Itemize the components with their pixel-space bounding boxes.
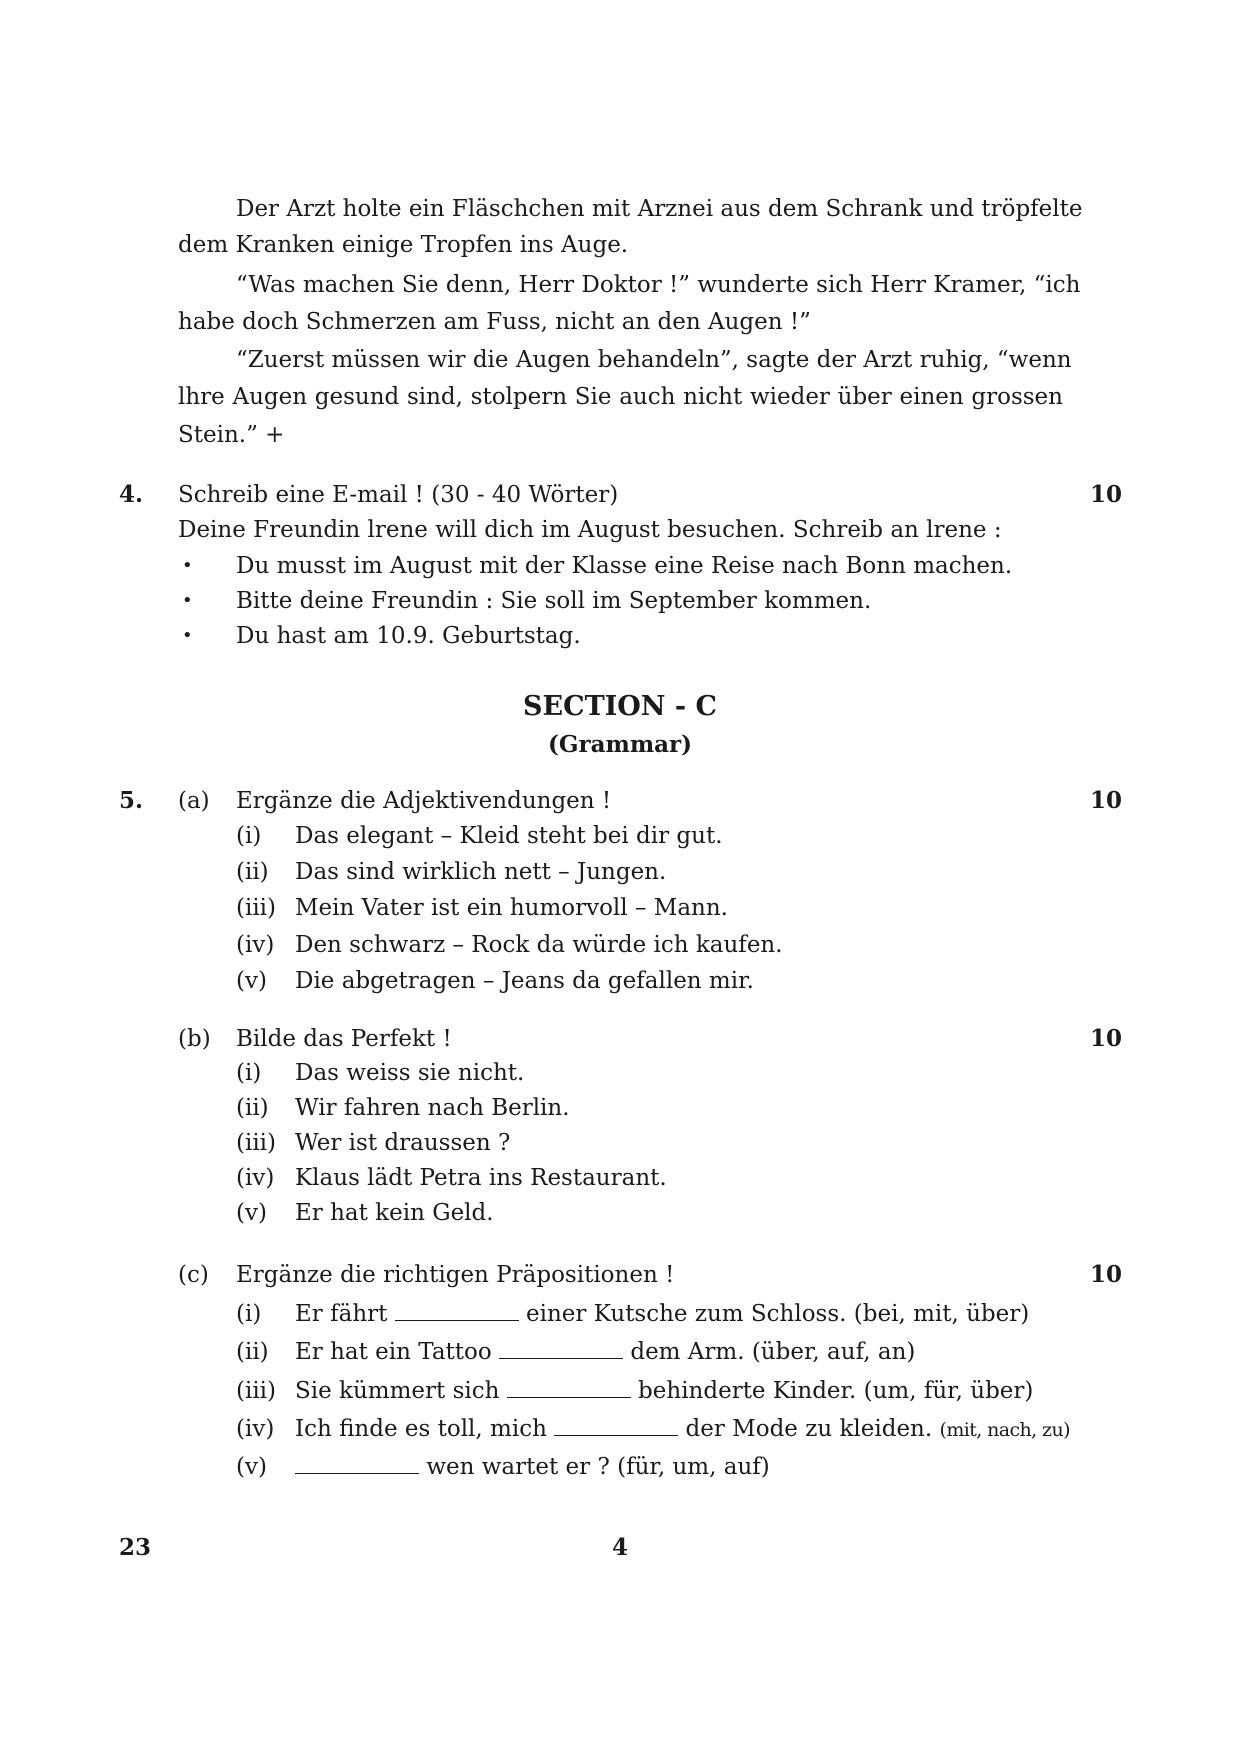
item-text: Klaus lädt Petra ins Restaurant. xyxy=(295,1165,667,1191)
subquestion-label: (b) xyxy=(178,1026,211,1052)
bullet-icon: • xyxy=(182,625,193,646)
item-number: (ii) xyxy=(236,1095,269,1121)
item-text: Er hat kein Geld. xyxy=(295,1200,494,1226)
marks: 10 xyxy=(1090,481,1123,508)
fill-in-item xyxy=(295,1337,915,1367)
subquestion-title: Bilde das Perfekt ! xyxy=(236,1026,452,1052)
item-text: Mein Vater ist ein humorvoll – Mann. xyxy=(295,895,728,921)
fill-in-item xyxy=(295,1299,1029,1329)
item-text-after: einer Kutsche zum Schloss. (bei, mit, über) xyxy=(526,1301,1030,1327)
item-text: Wir fahren nach Berlin. xyxy=(295,1095,570,1121)
item-number: (i) xyxy=(236,823,262,849)
answer-blank[interactable] xyxy=(507,1377,631,1398)
story-line: “Zuerst müssen wir die Augen behandeln”, sagte der Arzt ruhig, “wenn xyxy=(236,347,1072,373)
item-number: (v) xyxy=(236,1454,267,1480)
subquestion-title: Ergänze die Adjektivendungen ! xyxy=(236,788,612,814)
bullet-item: Du musst im August mit der Klasse eine Reise nach Bonn machen. xyxy=(236,553,1013,579)
item-text-after: dem Arm. (über, auf, an) xyxy=(630,1339,916,1365)
answer-blank[interactable] xyxy=(295,1453,419,1474)
item-text: Die abgetragen – Jeans da gefallen mir. xyxy=(295,968,754,994)
marks: 10 xyxy=(1090,1261,1123,1288)
bullet-item: Du hast am 10.9. Geburtstag. xyxy=(236,623,581,649)
marks: 10 xyxy=(1090,1025,1123,1052)
item-number: (ii) xyxy=(236,859,269,885)
item-number: (iii) xyxy=(236,895,277,921)
bullet-icon: • xyxy=(182,555,193,576)
subquestion-title: Ergänze die richtigen Präpositionen ! xyxy=(236,1262,675,1288)
bullet-icon: • xyxy=(182,590,193,611)
item-text-before: Er hat ein Tattoo xyxy=(295,1339,492,1365)
section-subtitle: (Grammar) xyxy=(547,731,693,758)
story-line: lhre Augen gesund sind, stolpern Sie auch nicht wieder über einen grossen xyxy=(178,384,1063,410)
page-number: 4 xyxy=(611,1534,628,1561)
item-text-before: Er fährt xyxy=(295,1301,388,1327)
fill-in-item xyxy=(295,1452,770,1482)
item-number: (i) xyxy=(236,1301,262,1327)
question-number: 4. xyxy=(119,481,144,508)
item-number: (v) xyxy=(236,968,267,994)
item-number: (iv) xyxy=(236,1165,275,1191)
item-options: (mit, nach, zu) xyxy=(939,1419,1070,1441)
item-number: (v) xyxy=(236,1200,267,1226)
item-number: (iv) xyxy=(236,1416,275,1442)
item-text: Das weiss sie nicht. xyxy=(295,1060,525,1086)
question-number: 5. xyxy=(119,787,144,814)
item-number: (i) xyxy=(236,1060,262,1086)
story-line: Der Arzt holte ein Fläschchen mit Arznei aus dem Schrank und tröpfelte xyxy=(236,196,1083,222)
bullet-item: Bitte deine Freundin : Sie soll im September kommen. xyxy=(236,588,872,614)
item-number: (iv) xyxy=(236,932,275,958)
question-intro: Deine Freundin lrene will dich im August besuchen. Schreib an lrene : xyxy=(178,517,1002,543)
subquestion-label: (c) xyxy=(178,1262,209,1288)
item-text-after: wen wartet er ? (für, um, auf) xyxy=(426,1454,770,1480)
answer-blank[interactable] xyxy=(395,1300,519,1321)
paper-code: 23 xyxy=(119,1534,152,1561)
answer-blank[interactable] xyxy=(499,1338,623,1359)
story-line: habe doch Schmerzen am Fuss, nicht an den Augen !” xyxy=(178,309,811,335)
item-text: Wer ist draussen ? xyxy=(295,1130,511,1156)
item-text: Das sind wirklich nett – Jungen. xyxy=(295,859,667,885)
item-text-before: Sie kümmert sich xyxy=(295,1378,500,1404)
story-line: dem Kranken einige Tropfen ins Auge. xyxy=(178,232,629,258)
story-line: “Was machen Sie denn, Herr Doktor !” wunderte sich Herr Kramer, “ich xyxy=(236,272,1081,298)
item-text: Den schwarz – Rock da würde ich kaufen. xyxy=(295,932,783,958)
question-title: Schreib eine E-mail ! (30 - 40 Wörter) xyxy=(178,482,619,508)
marks: 10 xyxy=(1090,787,1123,814)
item-number: (ii) xyxy=(236,1339,269,1365)
subquestion-label: (a) xyxy=(178,788,210,814)
item-text-after: der Mode zu kleiden. xyxy=(685,1416,933,1442)
story-line: Stein.” + xyxy=(178,422,285,448)
section-title: SECTION - C xyxy=(523,691,717,722)
item-text-after: behinderte Kinder. (um, für, über) xyxy=(638,1378,1034,1404)
item-text: Das elegant – Kleid steht bei dir gut. xyxy=(295,823,723,849)
item-text-before: Ich finde es toll, mich xyxy=(295,1416,547,1442)
fill-in-item xyxy=(295,1414,1070,1445)
answer-blank[interactable] xyxy=(554,1415,678,1436)
item-number: (iii) xyxy=(236,1130,277,1156)
item-number: (iii) xyxy=(236,1378,277,1404)
fill-in-item xyxy=(295,1376,1033,1406)
